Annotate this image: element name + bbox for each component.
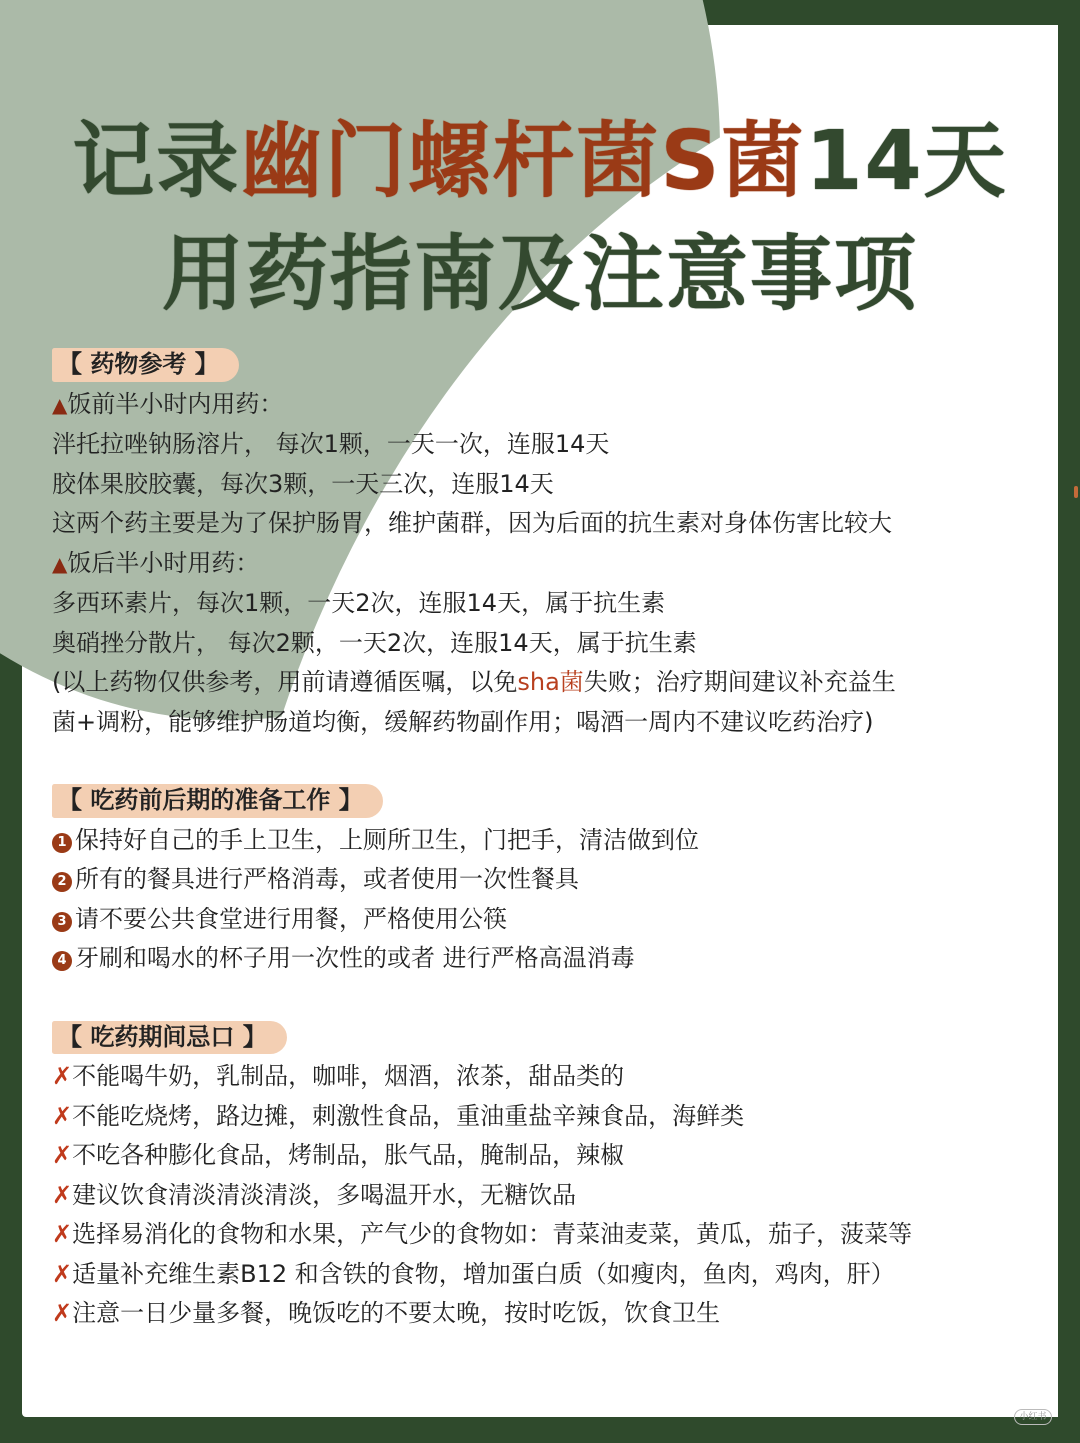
cross-icon: ✗ [52,1141,73,1169]
list-item [52,939,1042,979]
list-item-text: 建议饮食清淡清淡清淡，多喝温开水，无糖饮品 [72,1180,577,1209]
list-item: 多西环素片，每次1颗，一天2次，连服14天，属于抗生素 [52,589,666,617]
after-meal-label: 饭后半小时用药： [67,548,260,577]
list-item-text: 所有的餐具进行严格消毒，或者使用一次性餐具 [75,865,579,893]
before-meal-label: 饭前半小时内用药： [67,389,284,418]
number-badge-icon: 2 [52,872,72,892]
cross-icon: ✗ [52,1259,73,1288]
title-line-2: 用药指南及注意事项 [161,227,918,322]
note-pre: (以上药物仅供参考，用前请遵循医嘱，以免 [52,668,518,696]
list-item: 奥硝挫分散片， 每次2颗，一天2次，连服14天，属于抗生素 [52,628,697,657]
note-post: 失败；治疗期间建议补充益生 [583,668,896,696]
list-item [52,1294,1042,1334]
list-item-text: 不能吃烧烤，路边摊，刺激性食品，重油重盐辛辣食品，海鲜类 [72,1101,745,1130]
list-item [52,1136,1042,1176]
title-pre: 记录 [72,114,241,209]
list-item [52,1176,1042,1216]
list-item-text: 选择易消化的食物和水果，产气少的食物如：青菜油麦菜，黄瓜，茄子，菠菜等 [72,1220,913,1248]
note-line-2: 菌+调粉，能够维护肠道均衡，缓解药物副作用；喝酒一周内不建议吃药治疗) [52,707,874,736]
number-badge-icon: 4 [52,951,72,971]
title-post: 14天 [805,114,1008,209]
list-item: 泮托拉唑钠肠溶片， 每次1颗，一天一次，连服14天 [52,430,610,458]
triangle-icon: ▲ [52,392,68,417]
title-highlight: 幽门螺杆菌S菌 [240,114,806,209]
cross-icon: ✗ [52,1101,73,1130]
list-item [52,860,1042,900]
list-item [52,1215,1042,1255]
list-item-text: 牙刷和喝水的杯子用一次性的或者 进行严格高温消毒 [75,944,635,972]
cross-icon: ✗ [52,1220,73,1248]
cross-icon: ✗ [52,1299,73,1327]
list-item [52,821,1042,861]
cross-icon: ✗ [52,1062,73,1090]
title-line-1 [0,112,1080,212]
note-line-1 [52,663,1042,703]
triangle-icon: ▲ [52,551,68,576]
list-item [52,1097,1042,1137]
list-item-text: 适量补充维生素B12 和含铁的食物，增加蛋白质（如瘦肉，鱼肉，鸡肉，肝） [72,1259,895,1288]
list-item-text: 请不要公共食堂进行用餐，严格使用公筷 [75,904,507,933]
list-item [52,1057,1042,1097]
list-item-text: 不能喝牛奶，乳制品，咖啡，烟酒，浓茶，甜品类的 [72,1062,625,1090]
main-content [52,345,1042,1334]
list-item [52,900,1042,940]
watermark-logo: 小红书 [1014,1409,1052,1425]
list-item: 胶体果胶胶囊，每次3颗，一天三次，连服14天 [52,469,554,498]
list-item-text: 注意一日少量多餐，晚饭吃的不要太晚，按时吃饭，饮食卫生 [72,1299,721,1327]
number-badge-icon: 1 [52,833,72,853]
list-item [52,1255,1042,1295]
section-heading-medicine: 【 药物参考 】 [52,345,233,385]
edge-mark [1074,486,1078,498]
section-heading-diet: 【 吃药期间忌口 】 [52,1018,281,1058]
number-badge-icon: 3 [52,912,72,932]
list-item-text: 不吃各种膨化食品，烤制品，胀气品，腌制品，辣椒 [72,1141,625,1169]
cross-icon: ✗ [52,1180,73,1209]
list-item-text: 保持好自己的手上卫生，上厕所卫生，门把手，清洁做到位 [75,825,699,854]
list-item: 这两个药主要是为了保护肠胃，维护菌群，因为后面的抗生素对身体伤害比较大 [52,509,892,537]
note-red: sha菌 [517,668,584,696]
section-heading-preparation: 【 吃药前后期的准备工作 】 [52,781,377,821]
